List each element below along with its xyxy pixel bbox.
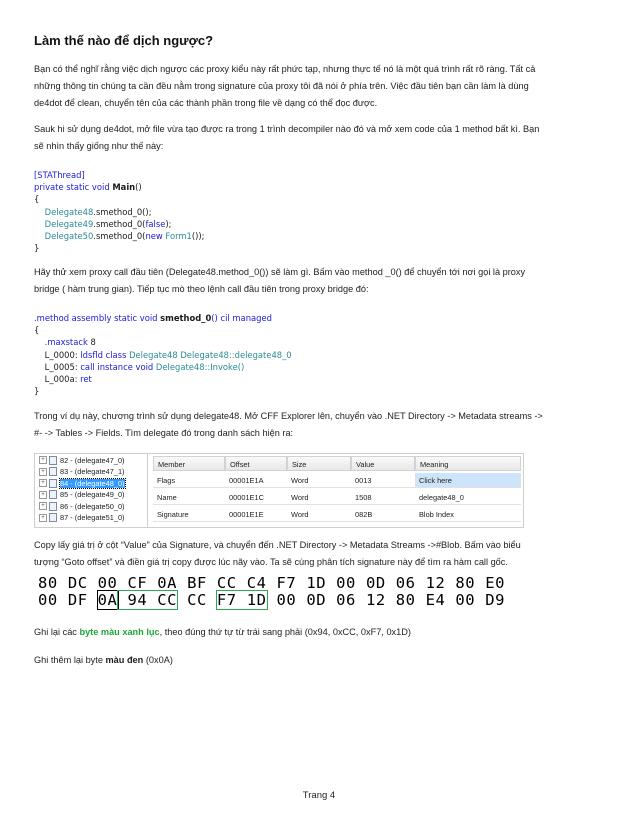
- proxy-paragraph: [34, 264, 606, 298]
- text-line: #- -> Tables -> Fields. Tìm delegate đó trong danh sách hiện ra:: [34, 428, 294, 438]
- tree-item-label: 82 - (delegate47_0): [60, 455, 125, 465]
- table-cell: Signature: [153, 507, 225, 522]
- hex-byte: 00: [97, 574, 118, 592]
- hex-byte: 06: [336, 591, 356, 609]
- text: Ghi thêm lại byte: [34, 655, 106, 665]
- tree-item[interactable]: [39, 467, 125, 478]
- text-line: những thông tin chúng ta cần đều nằm trong signature của proxy tôi đã nói ở phía trên. Việc đầu tiên bạn cần làm là dùng: [34, 81, 529, 91]
- column-header[interactable]: Value: [351, 456, 415, 471]
- hex-row-2: [38, 591, 505, 609]
- keyword: class: [105, 349, 127, 360]
- table-cell[interactable]: 082B: [351, 507, 415, 522]
- type-name: Delegate49: [44, 218, 94, 229]
- table-cell[interactable]: 0013: [351, 473, 415, 488]
- hex-byte: 0A: [157, 574, 178, 592]
- tree-item-label: 87 - (delegate51_0): [60, 513, 125, 523]
- table-cell: Word: [287, 473, 351, 488]
- hex-byte: 0D: [365, 574, 386, 592]
- tree-item[interactable]: [39, 513, 125, 524]
- hex-byte: 1D: [246, 591, 267, 609]
- field-tree: [35, 454, 148, 527]
- code-text: .smethod_0();: [93, 206, 152, 217]
- text-line: Hãy thử xem proxy call đầu tiên (Delegate48.method_0()) sẽ làm gì. Bấm vào method _0() để chuyển tới nơi gọi là proxy: [34, 267, 526, 277]
- tree-item[interactable]: [39, 501, 125, 512]
- hex-byte: F7: [276, 574, 297, 592]
- expand-icon[interactable]: +: [39, 514, 47, 522]
- column-header[interactable]: Member: [153, 456, 225, 471]
- expand-icon[interactable]: +: [39, 502, 47, 510]
- brace: }: [34, 243, 40, 254]
- hex-byte: 00: [276, 591, 297, 609]
- intro-paragraph: [34, 61, 606, 112]
- expand-icon[interactable]: +: [39, 491, 47, 499]
- hex-byte: DC: [67, 574, 88, 592]
- hex-group-green: [118, 591, 178, 609]
- table-cell[interactable]: Click here: [415, 473, 521, 488]
- column-header[interactable]: Size: [287, 456, 351, 471]
- tree-item-label: 84 - (delegate48_0): [60, 478, 125, 488]
- type-name: Delegate48::Invoke(): [155, 361, 245, 372]
- code-text: .smethod_0(: [93, 218, 146, 229]
- opcode: call instance void: [80, 361, 154, 372]
- hex-byte: 80: [395, 591, 416, 609]
- text-line: bridge ( hàm trung gian). Tiếp tục mò theo lệnh call đầu tiên trong proxy bridge đó:: [34, 284, 369, 294]
- expand-icon[interactable]: +: [39, 456, 47, 464]
- type-name: Delegate50: [44, 231, 94, 242]
- type-name: Delegate48: [44, 206, 94, 217]
- keyword: false: [145, 218, 166, 229]
- il-code-block: [34, 312, 292, 397]
- tree-item-label: 83 - (delegate47_1): [60, 467, 125, 477]
- hex-byte: DF: [67, 591, 88, 609]
- tree-item-label: 85 - (delegate49_0): [60, 490, 125, 500]
- green-bytes-note: [34, 624, 606, 641]
- bold-text: màu đen: [105, 655, 144, 665]
- hex-byte: CC: [187, 591, 207, 609]
- il-label: L_0005:: [44, 361, 78, 372]
- tree-item[interactable]: [39, 455, 125, 466]
- code-text: ());: [191, 231, 205, 242]
- signature-paragraph: [34, 537, 606, 571]
- text-line: Sauk hi sử dụng de4dot, mở file vừa tạo được ra trong 1 trình decompiler nào đó và mở xem code của 1 method bất kì. Bạn: [34, 124, 540, 134]
- expand-icon[interactable]: +: [39, 479, 47, 487]
- code-text: .smethod_0(: [93, 231, 146, 242]
- brace: {: [34, 325, 40, 336]
- hex-byte: F7: [216, 591, 237, 609]
- brace: {: [34, 194, 40, 205]
- field-icon: [49, 467, 57, 476]
- hex-row-1: [38, 574, 505, 592]
- keyword: new: [145, 231, 163, 242]
- text-line: tượng “Goto offset” và điền giá trị copy được lúc nãy vào. Ta sẽ cùng phân tích signature này để tìm ra hàm call gốc.: [34, 557, 508, 567]
- type-name: Delegate48 Delegate48::delegate48_0: [129, 349, 292, 360]
- text-line: Trong ví dụ này, chương trình sử dụng delegate48. Mở CFF Explorer lên, chuyển vào .NET Directory -> Metadata streams ->: [34, 411, 543, 421]
- keyword: private static void: [34, 182, 110, 193]
- tree-item-label: 86 - (delegate50_0): [60, 501, 125, 511]
- expand-icon[interactable]: +: [39, 468, 47, 476]
- cff-paragraph: [34, 408, 606, 442]
- text: Ghi lại các: [34, 627, 80, 637]
- code-text: (): [135, 182, 142, 193]
- hex-group-green: [217, 591, 267, 609]
- il-label: L_000a:: [44, 374, 78, 385]
- il-label: L_0000:: [44, 349, 78, 360]
- keyword: () cil managed: [211, 313, 272, 323]
- hex-byte: 00: [336, 574, 356, 592]
- opcode: ldsfld: [80, 349, 103, 360]
- table-cell[interactable]: 1508: [351, 490, 415, 505]
- tree-item-selected[interactable]: [39, 478, 125, 489]
- code-text: 8: [90, 337, 96, 348]
- method-name: Main: [112, 182, 136, 193]
- text-line: Copy lấy giá trị ở cột “Value” của Signature, và chuyển đến .NET Directory -> Metadata Streams ->#Blob. Bấm vào biểu: [34, 540, 521, 550]
- field-icon: [49, 490, 57, 499]
- field-icon: [49, 513, 57, 522]
- hex-byte: C4: [246, 574, 267, 592]
- text-line: Bạn có thể nghĩ rằng việc dịch ngược các proxy kiểu này rất phức tạp, nhưng thực tế nó là một quá trình rất rõ ràng. Tất cả: [34, 64, 536, 74]
- brace: }: [34, 386, 40, 397]
- hex-byte: 06: [395, 574, 416, 592]
- field-icon: [49, 456, 57, 465]
- opcode: ret: [80, 374, 92, 385]
- method-name: smethod_0: [160, 313, 212, 323]
- text: , theo đúng thứ tự từ trái sang phải (0x94, 0xCC, 0xF7, 0x1D): [159, 627, 411, 637]
- field-grid: [153, 454, 523, 527]
- hex-byte: BF: [187, 574, 207, 592]
- column-header[interactable]: Offset: [225, 456, 287, 471]
- csharp-code-block: [34, 169, 204, 254]
- hex-byte: 0D: [306, 591, 327, 609]
- hex-byte: 80: [455, 574, 476, 592]
- hex-byte: CF: [127, 574, 148, 592]
- text-line: sẽ nhìn thấy giống như thế này:: [34, 141, 164, 151]
- page-title: Làm thế nào để dịch ngược?: [34, 33, 214, 48]
- hex-byte-black: 0A: [97, 591, 118, 609]
- text: (0x0A): [143, 655, 173, 665]
- hex-byte: 12: [365, 591, 386, 609]
- table-cell: Name: [153, 490, 225, 505]
- code-text: );: [165, 218, 172, 229]
- table-cell: delegate48_0: [415, 490, 521, 505]
- hex-byte: 94: [127, 591, 148, 609]
- hex-byte: 00: [38, 591, 58, 609]
- table-cell: Flags: [153, 473, 225, 488]
- column-header[interactable]: Meaning: [415, 456, 521, 471]
- hex-byte: 12: [425, 574, 446, 592]
- field-icon: [49, 479, 57, 488]
- hex-byte: 80: [38, 574, 58, 592]
- directive: .maxstack: [44, 337, 88, 348]
- black-byte-note: [34, 652, 606, 669]
- hex-byte: D9: [485, 591, 506, 609]
- table-cell: 00001E1E: [225, 507, 287, 522]
- de4dot-paragraph: [34, 121, 606, 155]
- keyword: .method assembly static void: [34, 313, 158, 323]
- highlight-text: byte màu xanh lục: [79, 627, 160, 637]
- cff-explorer-screenshot: [34, 453, 524, 528]
- field-icon: [49, 502, 57, 511]
- hex-byte: E4: [425, 591, 446, 609]
- hex-byte: CC: [216, 574, 237, 592]
- attribute: [STAThread]: [34, 170, 85, 180]
- type-name: Form1: [165, 231, 192, 242]
- tree-item[interactable]: [39, 490, 125, 501]
- page-number: Trang 4: [302, 790, 336, 801]
- table-cell: 00001E1A: [225, 473, 287, 488]
- table-cell: Word: [287, 507, 351, 522]
- hex-byte: E0: [485, 574, 506, 592]
- hex-byte: 00: [455, 591, 476, 609]
- text-line: de4dot để clean, chuyển tên của các thành phần trong file về dạng có thể đọc được.: [34, 98, 378, 108]
- table-cell: Blob Index: [415, 507, 521, 522]
- table-cell: 00001E1C: [225, 490, 287, 505]
- table-cell: Word: [287, 490, 351, 505]
- hex-byte: 1D: [306, 574, 327, 592]
- hex-byte: CC: [157, 591, 178, 609]
